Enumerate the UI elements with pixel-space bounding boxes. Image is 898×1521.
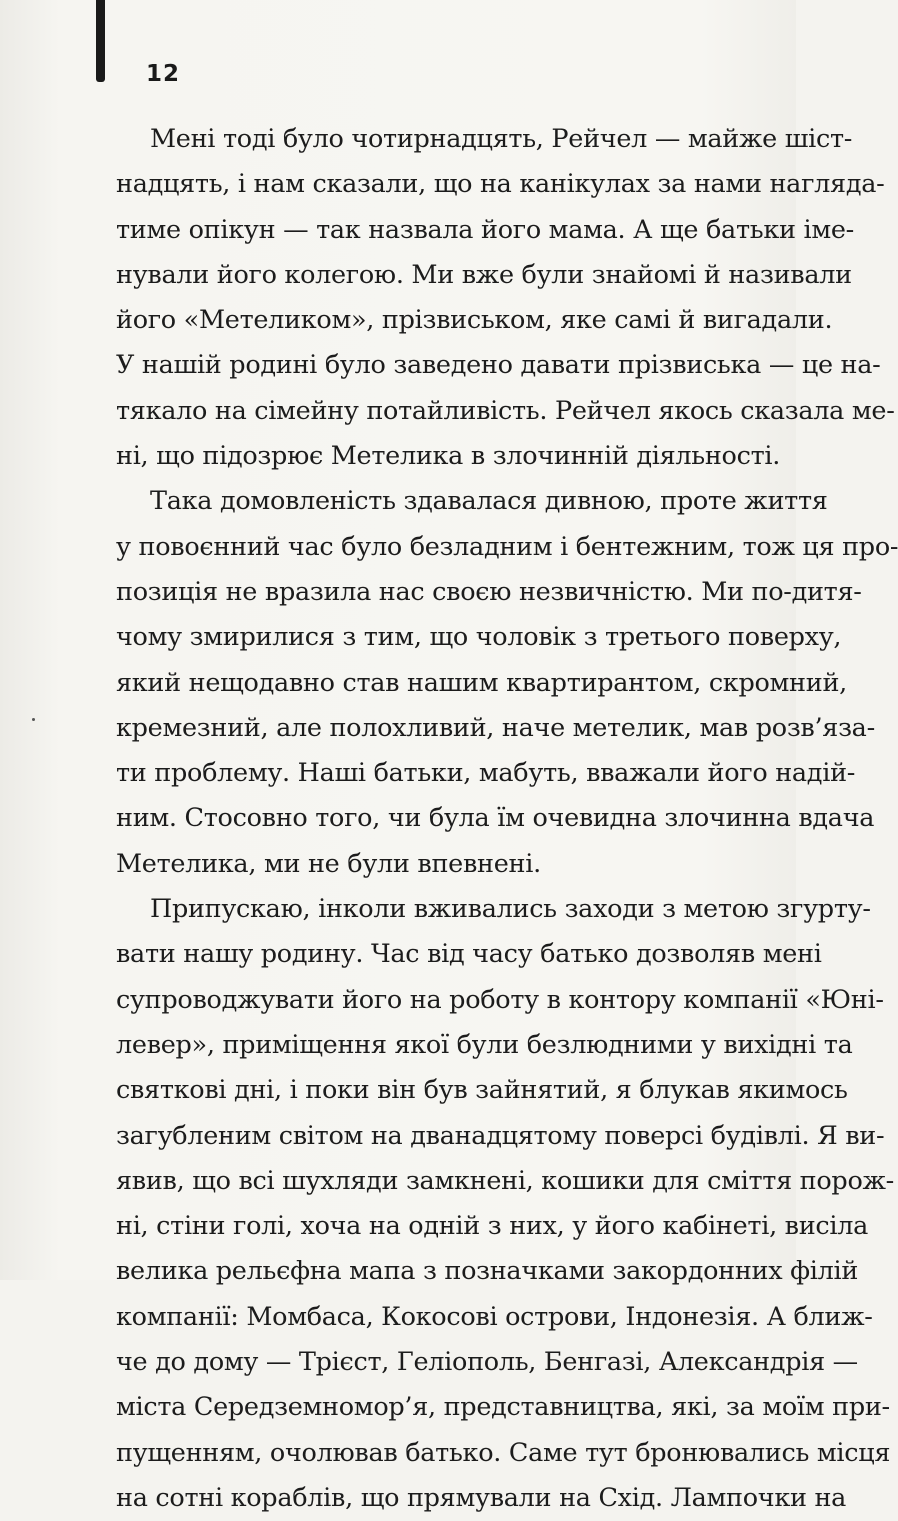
body-text xyxy=(116,117,898,1521)
paper-speck xyxy=(32,718,35,721)
text-line: Припускаю, інколи вживались заходи з метою згурту- xyxy=(150,894,871,925)
text-line: велика рельєфна мапа з позначками закордонних філій xyxy=(116,1256,859,1287)
text-line: на сотні кораблів, що прямували на Схід. Лампочки на xyxy=(116,1482,847,1513)
text-line: позиція не вразила нас своєю незвичністю. Ми по-дитя- xyxy=(116,576,862,607)
text-line: компанії: Момбаса, Кокосові острови, Індонезія. А ближ- xyxy=(116,1301,873,1332)
text-line: ні, стіни голі, хоча на одній з них, у його кабінеті, висіла xyxy=(116,1211,869,1242)
text-line: який нещодавно став нашим квартирантом, скромний, xyxy=(116,667,847,698)
text-line: вати нашу родину. Час від часу батько дозволяв мені xyxy=(116,939,822,970)
text-line: загубленим світом на дванадцятому поверсі будівлі. Я ви- xyxy=(116,1120,885,1151)
text-line: кремезний, але полохливий, наче метелик, мав розв’яза- xyxy=(116,712,875,743)
text-line: че до дому — Трієст, Геліополь, Бенгазі, Александрія — xyxy=(116,1347,858,1378)
text-line: міста Середземномор’я, представництва, які, за моїм при- xyxy=(116,1392,890,1423)
text-line: святкові дні, і поки він був зайнятий, я блукав якимось xyxy=(116,1075,848,1106)
text-line: пущенням, очолював батько. Саме тут бронювались місця xyxy=(116,1437,891,1468)
text-line: Така домовленість здавалася дивною, проте життя xyxy=(150,486,828,517)
text-line: явив, що всі шухляди замкнені, кошики для сміття порож- xyxy=(116,1165,894,1196)
binding-shadow xyxy=(96,0,105,82)
text-line: ти проблему. Наші батьки, мабуть, вважали його надій- xyxy=(116,758,856,789)
text-line: ним. Стосовно того, чи була їм очевидна злочинна вдача xyxy=(116,803,875,834)
text-line: Мені тоді було чотирнадцять, Рейчел — майже шіст- xyxy=(150,124,853,154)
text-line: левер», приміщення якої були безлюдними у вихідні та xyxy=(116,1029,853,1060)
page-number: 12 xyxy=(146,61,181,87)
text-line: Метелика, ми не були впевнені. xyxy=(116,848,541,879)
text-line: нували його колегою. Ми вже були знайомі й називали xyxy=(116,259,852,290)
text-line: його «Метеликом», прізвиськом, яке самі й вигадали. xyxy=(116,305,833,336)
text-line: супроводжувати його на роботу в контору компанії «Юні- xyxy=(116,984,884,1015)
text-line: надцять, і нам сказали, що на канікулах за нами нагляда- xyxy=(116,169,885,200)
text-line: У нашій родині було заведено давати прізвиська — це на- xyxy=(116,350,881,381)
text-line: тякало на сімейну потайливість. Рейчел якось сказала ме- xyxy=(116,395,895,426)
text-line: ні, що підозрює Метелика в злочинній діяльності. xyxy=(116,441,781,472)
text-line: чому змирилися з тим, що чоловік з третього поверху, xyxy=(116,622,842,653)
text-line: у повоєнний час було безладним і бентежним, тож ця про- xyxy=(116,531,898,562)
text-line: тиме опікун — так назвала його мама. А ще батьки іме- xyxy=(116,214,854,245)
